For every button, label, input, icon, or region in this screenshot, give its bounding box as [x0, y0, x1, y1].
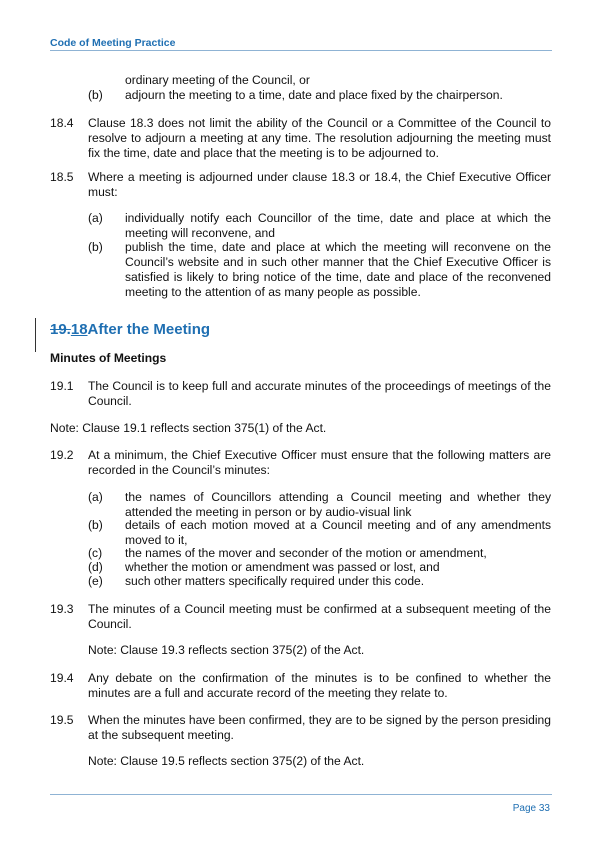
subheading: Minutes of Meetings — [50, 351, 167, 365]
inserted-section-number: 18 — [70, 321, 88, 338]
section-title: After the Meeting — [87, 321, 211, 338]
clause-text: When the minutes have been confirmed, they are to be signed by the person presiding at the subsequent meeting. — [88, 713, 551, 742]
clause-number: 19.4 — [50, 671, 74, 685]
clause-text: Where a meeting is adjourned under clause 18.3 or 18.4, the Chief Executive Officer must: — [88, 170, 551, 199]
item-text: the names of Councillors attending a Council meeting and whether they attended the meeting in person or by audio-visual link — [125, 490, 551, 519]
clause-text: At a minimum, the Chief Executive Officer must ensure that the following matters are recorded in the Council’s minutes: — [88, 448, 551, 477]
item-text: whether the motion or amendment was passed or lost, and — [125, 560, 440, 574]
item-label: (e) — [88, 574, 103, 588]
item-label: (b) — [88, 518, 103, 532]
page-number: Page 33 — [512, 803, 550, 814]
clause-text: The minutes of a Council meeting must be confirmed at a subsequent meeting of the Council. — [88, 602, 551, 631]
clause-number: 19.2 — [50, 448, 74, 462]
header-rule — [50, 50, 552, 51]
item-label: (c) — [88, 546, 103, 560]
item-text: the names of the mover and seconder of the motion or amendment, — [125, 546, 487, 560]
deleted-section-number: 19. — [50, 321, 71, 338]
note: Note: Clause 19.1 reflects section 375(1) of the Act. — [50, 421, 327, 435]
item-label: (d) — [88, 560, 103, 574]
item-text: such other matters specifically required under this code. — [125, 574, 425, 588]
clause-number: 19.1 — [50, 379, 74, 393]
item-text: publish the time, date and place at which the meeting will reconvene on the Council’s website and in such other manner that the Chief Executive Officer is satisfied is likely to bring notice of the time, date and place of the reconvened meeting to the attention of as many people as possible. — [125, 240, 551, 299]
note: Note: Clause 19.5 reflects section 375(2) of the Act. — [88, 754, 365, 768]
item-label: (a) — [88, 211, 103, 225]
clause-number: 19.3 — [50, 602, 74, 616]
clause-text: Clause 18.3 does not limit the ability of the Council or a Committee of the Council to resolve to adjourn a meeting at any time. The resolution adjourning the meeting must fix the time, date and place that the meeting is to be adjourned to. — [88, 116, 551, 160]
item-text: details of each motion moved at a Council meeting and of any amendments moved to it, — [125, 518, 551, 547]
note: Note: Clause 19.3 reflects section 375(2) of the Act. — [88, 643, 365, 657]
clause-text: Any debate on the confirmation of the minutes is to be confined to whether the minutes are a full and accurate record of the meeting they relate to. — [88, 671, 551, 700]
item-label: (b) — [88, 240, 103, 254]
clause-number: 18.5 — [50, 170, 74, 184]
item-label: (a) — [88, 490, 103, 504]
item-text: adjourn the meeting to a time, date and place fixed by the chairperson. — [125, 88, 503, 102]
item-label: (b) — [88, 88, 103, 102]
footer-rule — [50, 794, 552, 795]
clause-number: 19.5 — [50, 713, 74, 727]
document-header-title: Code of Meeting Practice — [50, 37, 176, 49]
clause-text: The Council is to keep full and accurate minutes of the proceedings of meetings of the Council. — [88, 379, 551, 408]
change-bar — [35, 318, 36, 352]
item-text: individually notify each Councillor of the time, date and place at which the meeting will reconvene, and — [125, 211, 551, 240]
clause-number: 18.4 — [50, 116, 74, 130]
section-heading — [50, 321, 210, 338]
continuation-line: ordinary meeting of the Council, or — [125, 73, 310, 87]
